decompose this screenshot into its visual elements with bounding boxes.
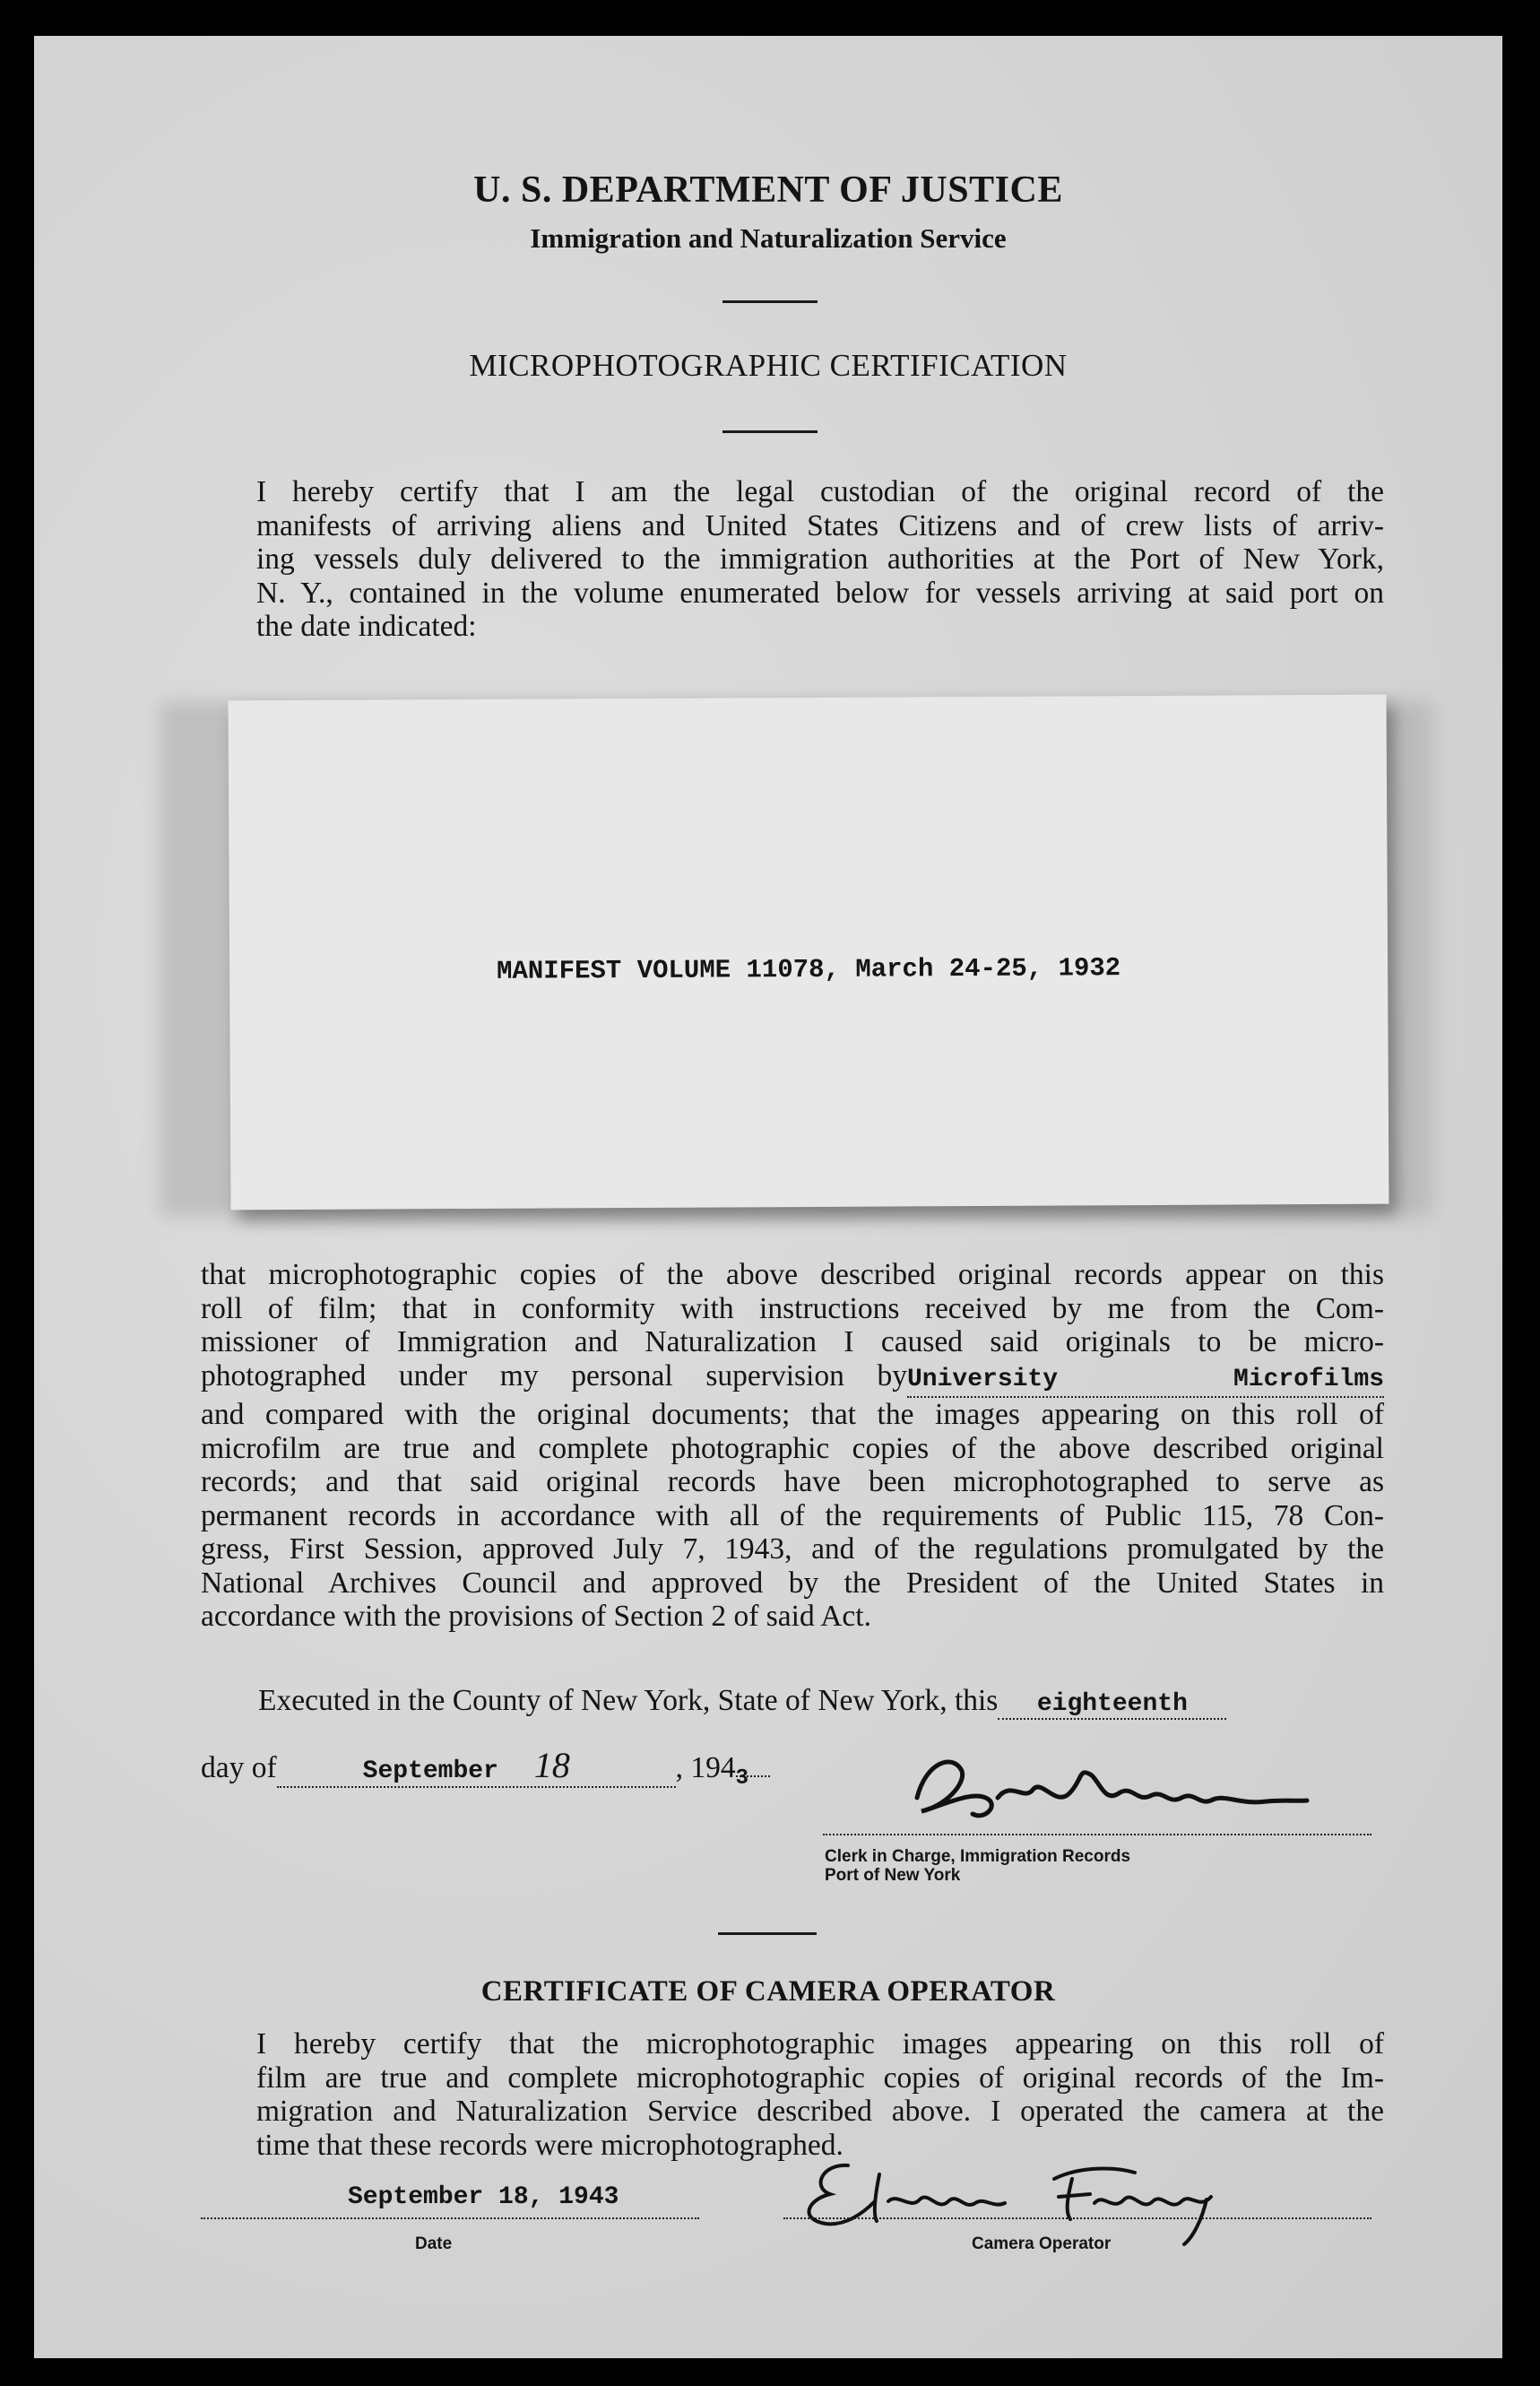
camera-operator-paragraph: I hereby certify that the microphotographic images appearing on this roll of film are true and complete microphotographic copies of original records of the Im- migration and Naturalization Service described above. I operated the camera at the time that these records were microphotographed. — [256, 2027, 1384, 2162]
certification-title: MICROPHOTOGRAPHIC CERTIFICATION — [469, 348, 1068, 383]
executed-line: Executed in the County of New York, State of New York, this eighteenth — [258, 1684, 1226, 1720]
operator-signature — [785, 2147, 1233, 2246]
divider-rule — [722, 300, 818, 303]
month-field: September 18 — [277, 1744, 676, 1788]
date-label: Date — [415, 2234, 453, 2253]
year-field: 3 — [736, 1775, 770, 1777]
date-line: day of September 18 , 194 3 — [201, 1744, 770, 1788]
intro-paragraph: I hereby certify that I am the legal custodian of the original record of the manifests of arriving aliens and United States Citizens and of crew lists of arriv- ing vessels duly delivered to the immigration authorities at the Port of New York, N. Y., contained in the volume enumerated below for vessels arriving at said port on the date indicated: — [256, 475, 1384, 643]
supervision-line: photographed under my personal supervision byUniversity Microfilms — [201, 1359, 1384, 1399]
camera-operator-heading: CERTIFICATE OF CAMERA OPERATOR — [480, 1975, 1056, 2008]
camera-operator-label: Camera Operator — [972, 2234, 1112, 2253]
handwritten-day: 18 — [533, 1745, 570, 1785]
manifest-volume-text: MANIFEST VOLUME 11078, March 24-25, 1932 — [496, 953, 1121, 986]
executed-day-field: eighteenth — [998, 1684, 1226, 1720]
clerk-title: Clerk in Charge, Immigration Records Port of New York — [825, 1847, 1131, 1885]
certificate-page — [34, 36, 1502, 2358]
divider-rule — [718, 1932, 817, 1935]
manifest-volume-card — [229, 695, 1389, 1210]
operator-date-value: September 18, 1943 — [348, 2183, 619, 2211]
service-heading: Immigration and Naturalization Service — [530, 222, 1007, 254]
date-signature-line — [201, 2217, 699, 2219]
clerk-signature — [890, 1735, 1311, 1834]
body-paragraph: that microphotographic copies of the above described original records appear on this roll of film; that in conformity with instructions received by me from the Com- missioner of Immigration and Naturalization I caused said originals to be micro- photographed under my personal supervision byUniversity Microfilms and compared with the original documents; that the images appearing on this roll of microfilm are true and complete photographic copies of the above described original records; and that said original records have been microphotographed to serve as permanent records in accordance with all of the requirements of Public 115, 78 Con- gress, First Session, approved July 7, 1943, and of the regulations promulgated by the National Archives Council and approved by the President of the United States in accordance with the provisions of Section 2 of said Act. — [201, 1258, 1384, 1633]
supervised-by-field: University Microfilms — [907, 1359, 1384, 1399]
divider-rule — [722, 430, 818, 433]
operator-signature-line — [783, 2217, 1371, 2219]
clerk-signature-line — [823, 1834, 1371, 1835]
department-heading: U. S. DEPARTMENT OF JUSTICE — [473, 169, 1063, 211]
